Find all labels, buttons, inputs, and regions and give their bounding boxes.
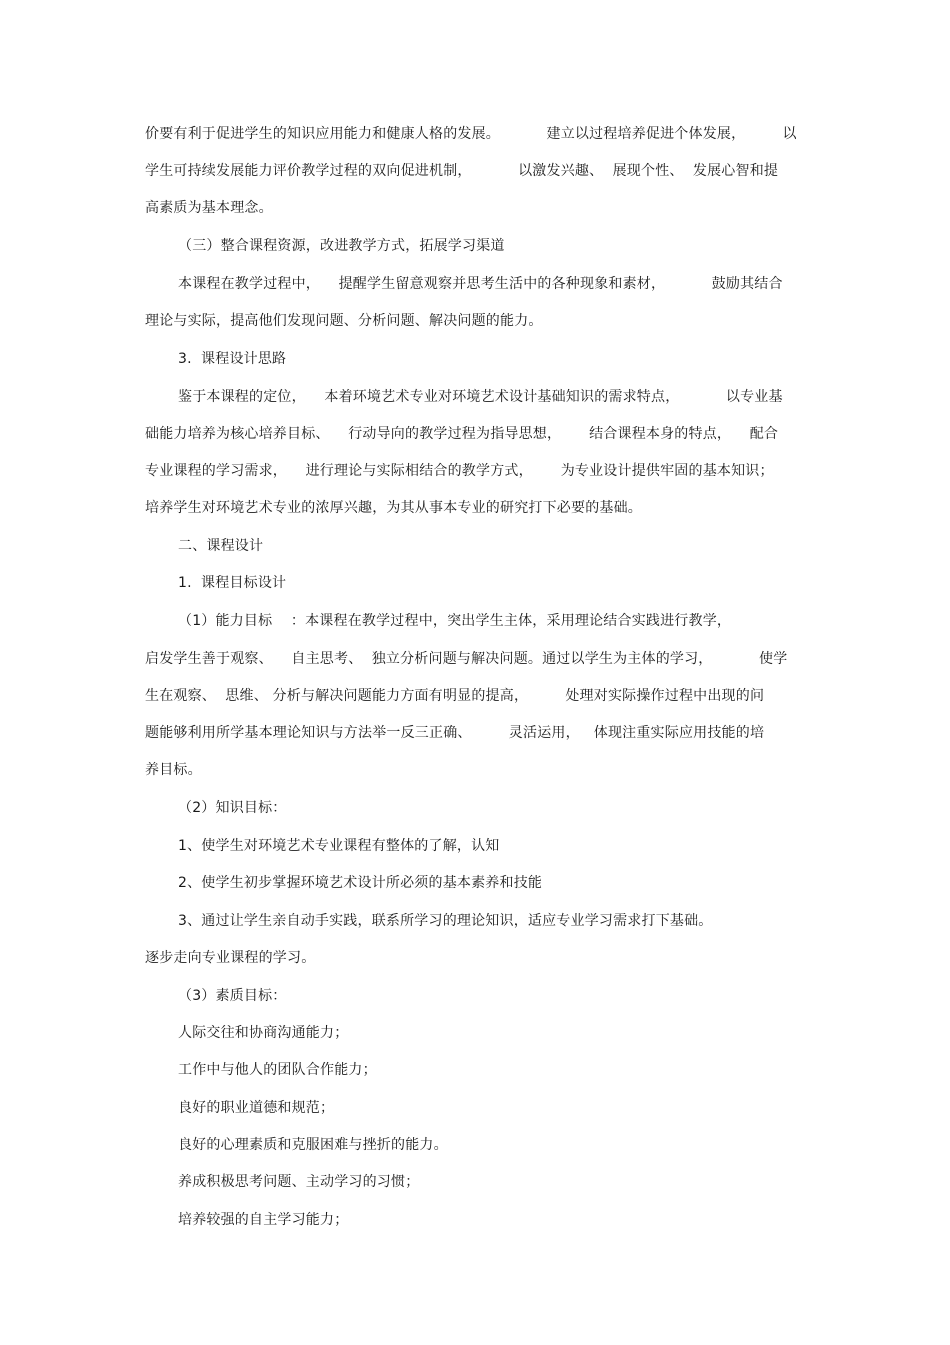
- section-heading-course-design: 二、课程设计: [178, 538, 264, 554]
- list-item-knowledge-2: 2、使学生初步掌握环境艺术设计所必须的基本素养和技能: [178, 875, 543, 891]
- section-heading-design-ideas: 3. 课程设计思路: [178, 351, 287, 367]
- section-heading-integrate-resources: （三）整合课程资源，改进教学方式，拓展学习渠道: [178, 238, 505, 254]
- list-item-quality-1: 人际交往和协商沟通能力；: [178, 1025, 349, 1041]
- section-heading-goal-design: 1. 课程目标设计: [178, 575, 287, 591]
- body-line-2: 学生可持续发展能力评价教学过程的双向促进机制， 以激发兴趣、 展现个性、 发展心智和提: [145, 163, 779, 179]
- body-line-5: 本课程在教学过程中， 提醒学生留意观察并思考生活中的各种现象和素材， 鼓励其结合: [178, 276, 783, 292]
- list-item-quality-4: 良好的心理素质和克服困难与挫折的能力。: [178, 1137, 448, 1153]
- list-item-quality-5: 养成积极思考问题、主动学习的习惯；: [178, 1174, 420, 1190]
- body-line-18: 养目标。: [145, 762, 202, 778]
- body-line-15: 启发学生善于观察、 自主思考、 独立分析问题与解决问题。通过以学生为主体的学习， 使学: [145, 651, 788, 667]
- list-item-quality-2: 工作中与他人的团队合作能力；: [178, 1062, 377, 1078]
- body-line-17: 题能够利用所学基本理论知识与方法举一反三正确、 灵活运用， 体现注重实际应用技能的培: [145, 725, 765, 741]
- list-item-knowledge-3: 3、通过让学生亲自动手实践，联系所学习的理论知识，适应专业学习需求打下基础。: [178, 913, 713, 929]
- body-line-10: 专业课程的学习需求， 进行理论与实际相结合的教学方式， 为专业设计提供牢固的基本知识；: [145, 463, 774, 479]
- body-line-23: 逐步走向专业课程的学习。: [145, 950, 316, 966]
- section-heading-knowledge-goal: （2）知识目标：: [178, 800, 287, 816]
- list-item-quality-3: 良好的职业道德和规范；: [178, 1100, 335, 1116]
- section-heading-quality-goal: （3）素质目标：: [178, 988, 287, 1004]
- list-item-quality-6: 培养较强的自主学习能力；: [178, 1212, 349, 1228]
- body-line-8: 鉴于本课程的定位， 本着环境艺术专业对环境艺术设计基础知识的需求特点， 以专业基: [178, 389, 783, 405]
- body-line-9: 础能力培养为核心培养目标、 行动导向的教学过程为指导思想， 结合课程本身的特点， 配合: [145, 426, 779, 442]
- body-line-1: 价要有利于促进学生的知识应用能力和健康人格的发展。 建立以过程培养促进个体发展， 以: [145, 126, 797, 142]
- body-line-6: 理论与实际，提高他们发现问题、分析问题、解决问题的能力。: [145, 313, 543, 329]
- body-line-11: 培养学生对环境艺术专业的浓厚兴趣，为其从事本专业的研究打下必要的基础。: [145, 500, 642, 516]
- body-line-14: （1）能力目标 ：本课程在教学过程中，突出学生主体，采用理论结合实践进行教学，: [178, 613, 732, 629]
- body-line-3: 高素质为基本理念。: [145, 200, 273, 216]
- list-item-knowledge-1: 1、使学生对环境艺术专业课程有整体的了解，认知: [178, 838, 500, 854]
- body-line-16: 生在观察、 思维、 分析与解决问题能力方面有明显的提高， 处理对实际操作过程中出现的问: [145, 688, 765, 704]
